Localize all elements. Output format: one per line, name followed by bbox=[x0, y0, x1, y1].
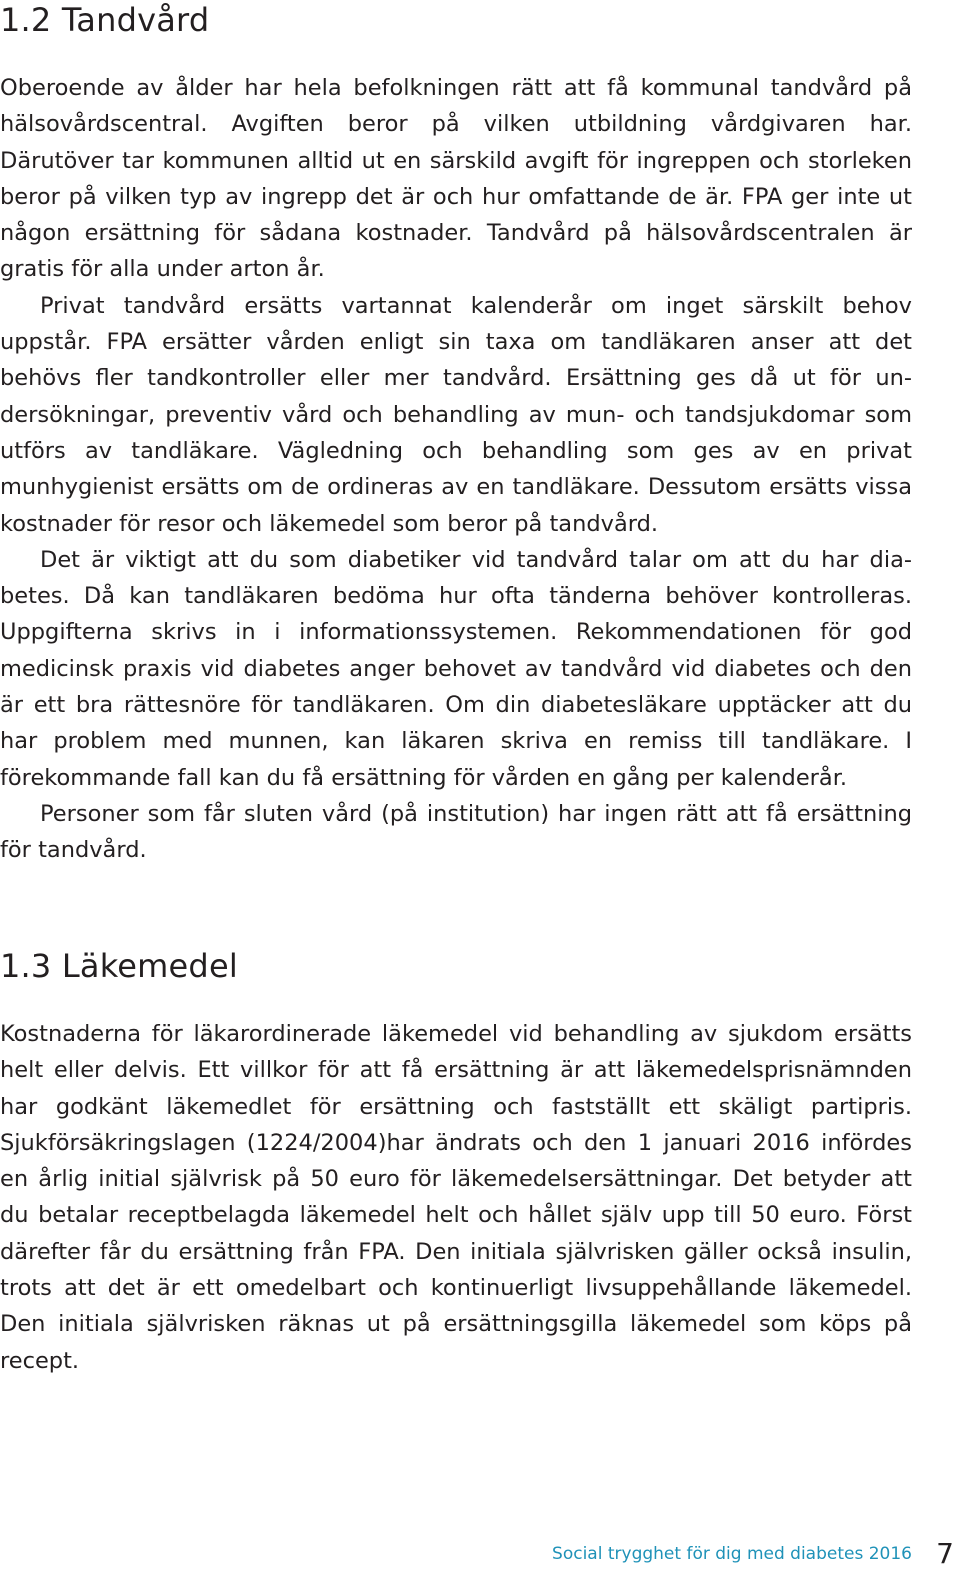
section-heading-tandvard: 1.2 Tandvård bbox=[0, 1, 210, 39]
footer-publication-title: Social trygghet för dig med diabetes 2016 bbox=[552, 1544, 912, 1564]
paragraph: Det är viktigt att du som diabetiker vid tandvård talar om att du har diabetes. Då kan tandläkaren bedöma hur ofta tänderna behöver kontrolleras. Uppgifterna skrivs in i informationssystemen. Rekommendationen för god medicinsk praxis vid diabetes anger behovet av tandvård vid diabetes och den är ett bra rättesnöre för tandläkaren. Om din diabetesläkare upptäcker att du har problem med munnen, kan läkaren skriva en remiss till tandläkare. I förekommande fall kan du få ersättning för vården en gång per kalenderår. bbox=[0, 546, 912, 791]
page-footer bbox=[0, 1536, 960, 1576]
section-lakemedel bbox=[0, 946, 912, 1379]
paragraph: Kostnaderna för läkarordinerade läkemedel vid behandling av sjukdom ersätts helt eller delvis. Ett villkor för att få ersättning är att läkemedelsprisnämnden har godkänt läkemedlet för ersättning och fastställt ett skäligt partipris. Sjukförsäkringslagen (1224/2004)har ändrats och den 1 januari 2016 infördes en årlig initial självrisk på 50 euro för läkemedelsersättningar. Det betyder att du betalar receptbelagda läkemedel helt och hållet själv upp till 50 euro. Först därefter får du ersättning från FPA. Den initiala självrisken gäller också insulin, trots att det är ett omedelbart och kontinuerligt livsuppehållande läkemedel. Den initiala självrisken räknas ut på ersättningsgilla läkemedel som köps på recept. bbox=[0, 1021, 912, 1374]
paragraph: Personer som får sluten vård (på institution) har ingen rätt att få ersättning för tandvård. bbox=[0, 800, 912, 864]
paragraph: Oberoende av ålder har hela befolkningen rätt att få kommunal tandvård på hälsovårdscentral. Avgiften beror på vilken utbildning vårdgivaren har. Därutöver tar kommunen alltid ut en särskild avgift för ingreppen och storleken beror på vilken typ av ingrepp det är och hur omfattande de är. FPA ger inte ut någon ersättning för sådana kostnader. Tandvård på hälsovårdscentralen är gratis för alla under arton år. bbox=[0, 75, 912, 283]
paragraph: Privat tandvård ersätts vartannat kalenderår om inget särskilt behov uppstår. FPA ersätter vården enligt sin taxa om tandläkaren anser att det behövs fler tandkontroller eller mer tandvård. Ersättning ges då ut för undersökningar, preventiv vård och behandling av mun- och tandsjukdomar som utförs av tandläkare. Vägledning och behandling som ges av en privat munhygienist ersätts om de ordineras av en tandläkare. Dessutom ersätts vissa kostnader för resor och läkemedel som beror på tandvård. bbox=[0, 292, 912, 537]
page-number: 7 bbox=[936, 1537, 954, 1570]
section-heading-lakemedel: 1.3 Läkemedel bbox=[0, 947, 238, 985]
